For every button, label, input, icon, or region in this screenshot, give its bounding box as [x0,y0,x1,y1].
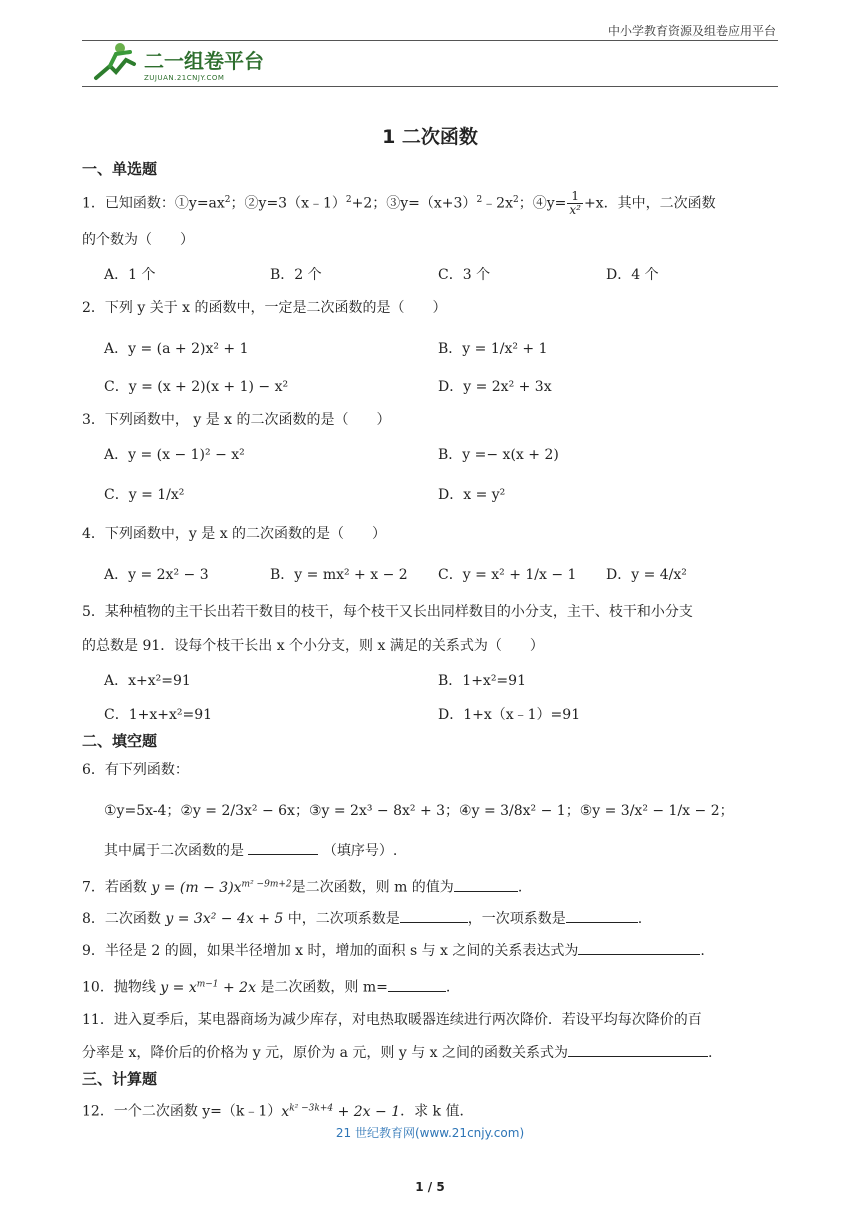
q6-function-list: ①y=5x-4；②y = 2/3x² − 6x；③y = 2x³ − 8x² + 3；④y = 3/8x² − 1；⑤y = 3/x² − 1/x − 2； [104,803,734,819]
q7-answer-blank[interactable] [454,877,518,892]
q3-option-b[interactable]: B．y =− x(x + 2) [438,447,559,463]
q5-option-b[interactable]: B．1+x²=91 [438,673,526,689]
question-5: 5．某种植物的主干长出若干数目的枝干，每个枝干又长出同样数目的小分支，主干、枝干和小分支 [82,604,693,620]
q6-prompt: 其中属于二次函数的是 （填序号）. [104,840,397,860]
header-divider-bottom [82,86,778,87]
question-6: 6．有下列函数： [82,762,189,778]
question-11-line2: 分率是 x，降价后的价格为 y 元，原价为 a 元，则 y 与 x 之间的函数关系式为 . [82,1042,712,1063]
q9-answer-blank[interactable] [578,940,700,955]
q1-option-a[interactable]: A．1 个 [104,267,156,283]
question-3: 3．下列函数中， y 是 x 的二次函数的是（ ） [82,412,391,428]
question-5-line2: 的总数是 91．设每个枝干长出 x 个小分支，则 x 满足的关系式为（ ） [82,638,544,654]
page-title: 1 二次函数 [382,126,478,148]
section-heading-single-choice: 一、单选题 [82,160,158,178]
q1-option-b[interactable]: B．2 个 [270,267,322,283]
section-heading-calculation: 三、计算题 [82,1070,158,1088]
svg-text:ZUJUAN.21CNJY.COM: ZUJUAN.21CNJY.COM [144,74,225,82]
question-11: 11．进入夏季后，某电器商场为减少库存，对电热取暖器连续进行两次降价．若设平均每次降价的百 [82,1012,702,1028]
q2-option-b[interactable]: B．y = 1/x² + 1 [438,341,548,357]
q1-option-d[interactable]: D．4 个 [606,267,659,283]
question-1-line2: 的个数为（ ） [82,232,194,248]
q3-option-a[interactable]: A．y = (x − 1)² − x² [104,447,245,463]
q2-option-c[interactable]: C．y = (x + 2)(x + 1) − x² [104,379,289,395]
q5-option-c[interactable]: C．1+x+x²=91 [104,707,213,723]
question-4: 4．下列函数中，y 是 x 的二次函数的是（ ） [82,526,387,542]
q8-quadratic-coef-blank[interactable] [400,908,468,923]
section-heading-fill-blank: 二、填空题 [82,732,158,750]
q6-answer-blank[interactable] [248,840,318,855]
q4-option-c[interactable]: C．y = x² + 1/x − 1 [438,567,577,583]
q2-option-a[interactable]: A．y = (a + 2)x² + 1 [104,341,249,357]
svg-text:二一组卷平台: 二一组卷平台 [144,49,264,73]
question-10: 10．抛物线 $y = x^{m-1} + 2x$ 是二次函数，则 m= . [82,974,450,998]
question-9: 9．半径是 2 的圆，如果半径增加 x 时，增加的面积 s 与 x 之间的关系表达式为 . [82,940,705,961]
question-2: 2．下列 y 关于 x 的函数中，一定是二次函数的是（ ） [82,300,447,316]
q3-option-d[interactable]: D．x = y² [438,487,506,503]
site-logo[interactable] [86,40,286,84]
question-1: 1．已知函数：$①y=ax^2$；②y=3（x﹣1）$^2$+2；$③y=(x+3)^2﹣2x^2$；④y= $\frac{1}{\text{x²}}$ +x．其中，二次函数 [82,189,716,218]
q3-option-c[interactable]: C．y = 1/x² [104,487,185,503]
q8-linear-coef-blank[interactable] [566,908,638,923]
runner-logo-icon [86,40,286,84]
q4-option-d[interactable]: D．y = 4/x² [606,567,687,583]
q11-answer-blank[interactable] [568,1042,708,1057]
question-12: 12．一个二次函数 $y=(k﹣1)x^{k^2 -3k+4} + 2x - 1$．求 k 值． [82,1103,474,1120]
platform-name: 中小学教育资源及组卷应用平台 [607,24,776,38]
footer-site-link[interactable]: 21 世纪教育网(www.21cnjy.com) [335,1126,525,1140]
question-8: 8．二次函数 y = 3x² − 4x + 5 中，二次项系数是 ，一次项系数是 . [82,908,642,929]
q4-option-b[interactable]: B．y = mx² + x − 2 [270,567,408,583]
q10-answer-blank[interactable] [388,977,446,992]
q4-option-a[interactable]: A．y = 2x² − 3 [104,567,209,583]
q2-option-d[interactable]: D．y = 2x² + 3x [438,379,552,395]
q1-option-c[interactable]: C．3 个 [438,267,491,283]
q5-option-d[interactable]: D．1+x（x﹣1）=91 [438,707,581,723]
q5-option-a[interactable]: A．x+x²=91 [104,673,191,689]
question-7: 7．若函数 $y = (m - 3)x^{m^2 -9m+2}$是二次函数，则 m 的值为 . [82,874,522,898]
page-number: 1 / 5 [415,1180,445,1194]
